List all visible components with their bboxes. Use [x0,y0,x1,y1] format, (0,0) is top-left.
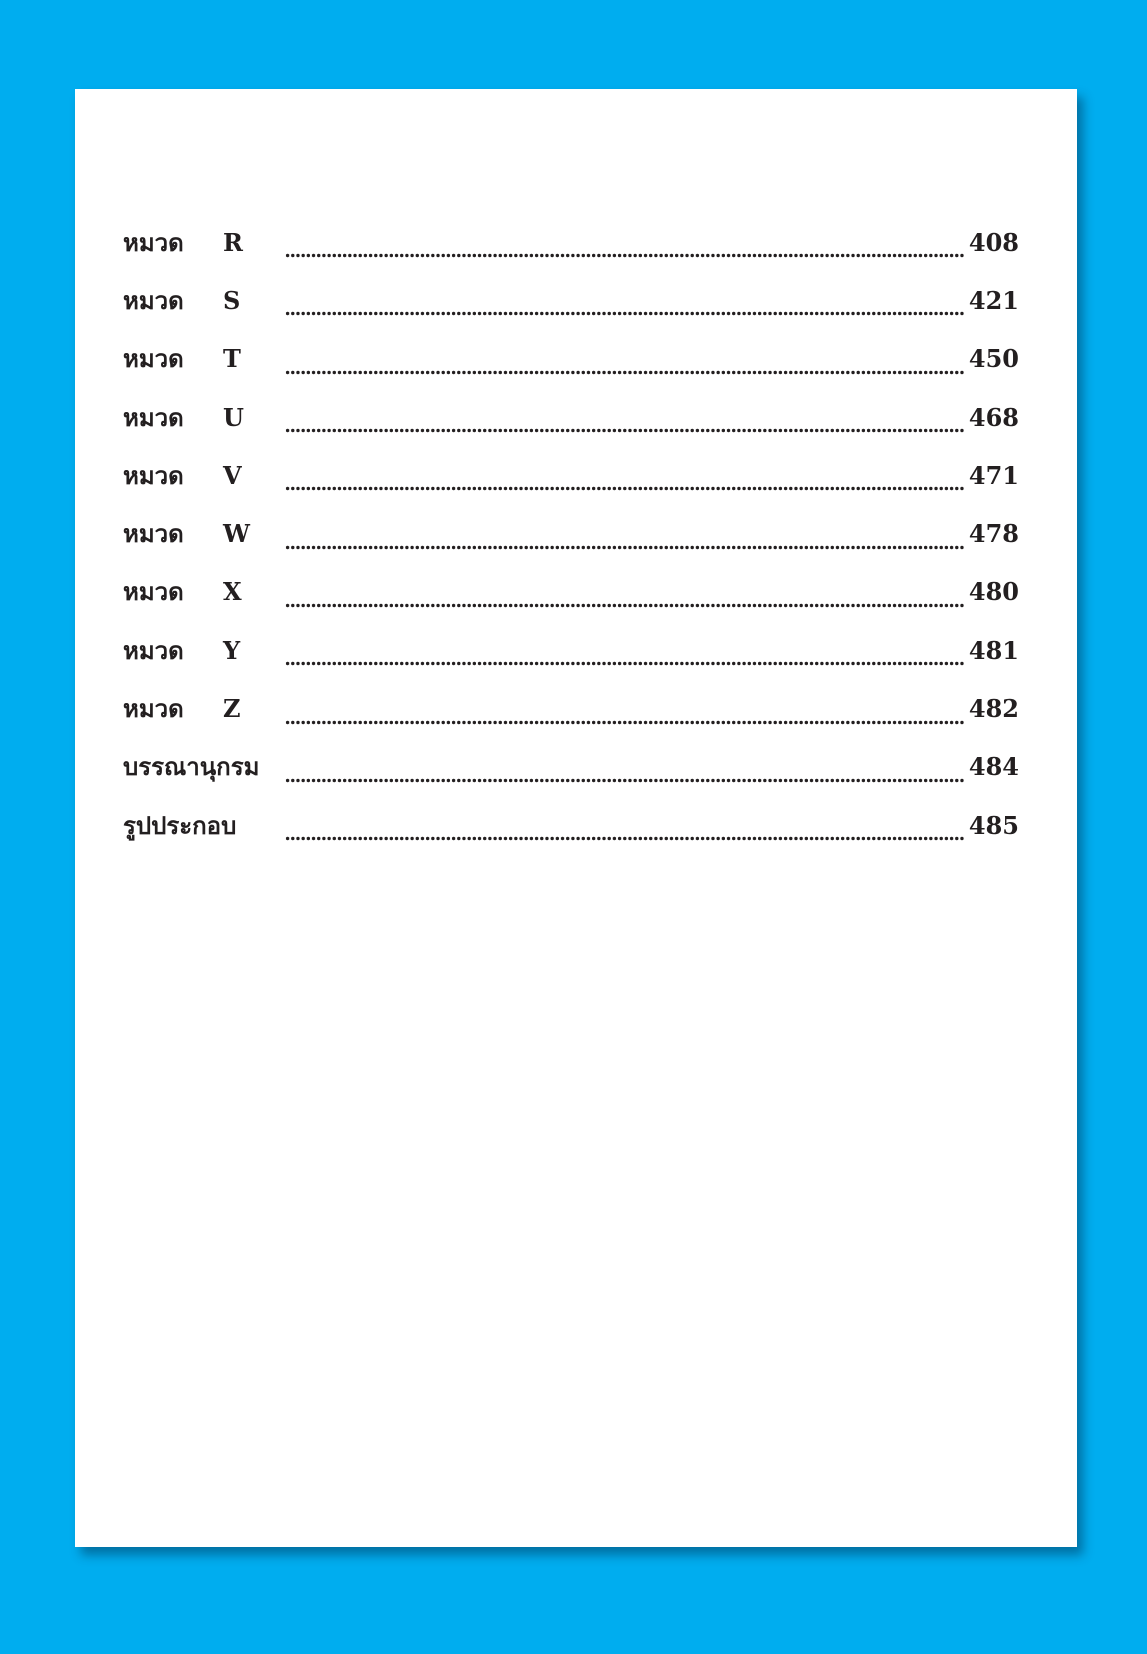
toc-entry [123,563,1019,621]
dot-leader [285,817,965,841]
toc-entry-label [123,339,285,378]
toc-entry-letter: R [223,227,243,257]
toc-entry-letter: T [223,344,241,374]
toc-entry-letter: S [223,285,241,315]
toc-entry-letter: W [223,519,250,549]
toc-entry-page-number: 471 [968,460,1019,490]
dot-leader [285,759,965,783]
toc-entry-page-number: 478 [968,519,1019,549]
toc-entry-prefix: หมวด [123,285,184,315]
toc-entry [123,796,1019,854]
toc-entry-page-number: 482 [968,694,1019,724]
toc-entry [123,271,1019,329]
toc-entry-label [123,281,285,320]
toc-entry-label [123,689,285,728]
dot-leader [285,526,965,550]
table-of-contents [123,213,1019,854]
toc-entry-prefix: หมวด [123,402,184,432]
toc-entry [123,330,1019,388]
toc-entry [123,446,1019,504]
toc-entry [123,388,1019,446]
toc-entry [123,738,1019,796]
dot-leader [285,701,965,725]
document-page [75,89,1077,1547]
toc-entry-page-number: 408 [968,227,1019,257]
dot-leader [285,292,965,316]
toc-entry-letter: X [223,577,242,607]
toc-entry-prefix: หมวด [123,577,184,607]
toc-entry-letter: U [223,402,244,432]
toc-entry-title: บรรณานุกรม [123,752,260,782]
toc-entry-letter: Y [223,635,241,665]
toc-entry [123,213,1019,271]
toc-entry-prefix: หมวด [123,460,184,490]
toc-entry-prefix: หมวด [123,635,184,665]
toc-entry-page-number: 450 [968,344,1019,374]
toc-entry-prefix: หมวด [123,519,184,549]
toc-entry-label [123,806,285,845]
dot-leader [285,467,965,491]
toc-entry [123,504,1019,562]
toc-entry-label [123,398,285,437]
toc-entry-letter: V [223,460,242,490]
toc-entry-page-number: 485 [968,810,1019,840]
toc-entry-label [123,514,285,553]
toc-entry-label [123,631,285,670]
dot-leader [285,351,965,375]
toc-entry-label [123,223,285,262]
toc-entry-title: รูปประกอบ [123,810,237,840]
dot-leader [285,642,965,666]
toc-entry-prefix: หมวด [123,227,184,257]
toc-entry-prefix: หมวด [123,694,184,724]
toc-entry-page-number: 421 [968,285,1019,315]
toc-entry-letter: Z [223,694,241,724]
toc-entry-label [123,747,285,786]
toc-entry-label [123,572,285,611]
toc-entry-page-number: 480 [968,577,1019,607]
dot-leader [285,234,965,258]
toc-entry [123,621,1019,679]
toc-entry-page-number: 468 [968,402,1019,432]
toc-entry-page-number: 481 [968,635,1019,665]
dot-leader [285,584,965,608]
toc-entry-label [123,456,285,495]
toc-entry-page-number: 484 [968,752,1019,782]
toc-entry [123,679,1019,737]
dot-leader [285,409,965,433]
toc-entry-prefix: หมวด [123,344,184,374]
